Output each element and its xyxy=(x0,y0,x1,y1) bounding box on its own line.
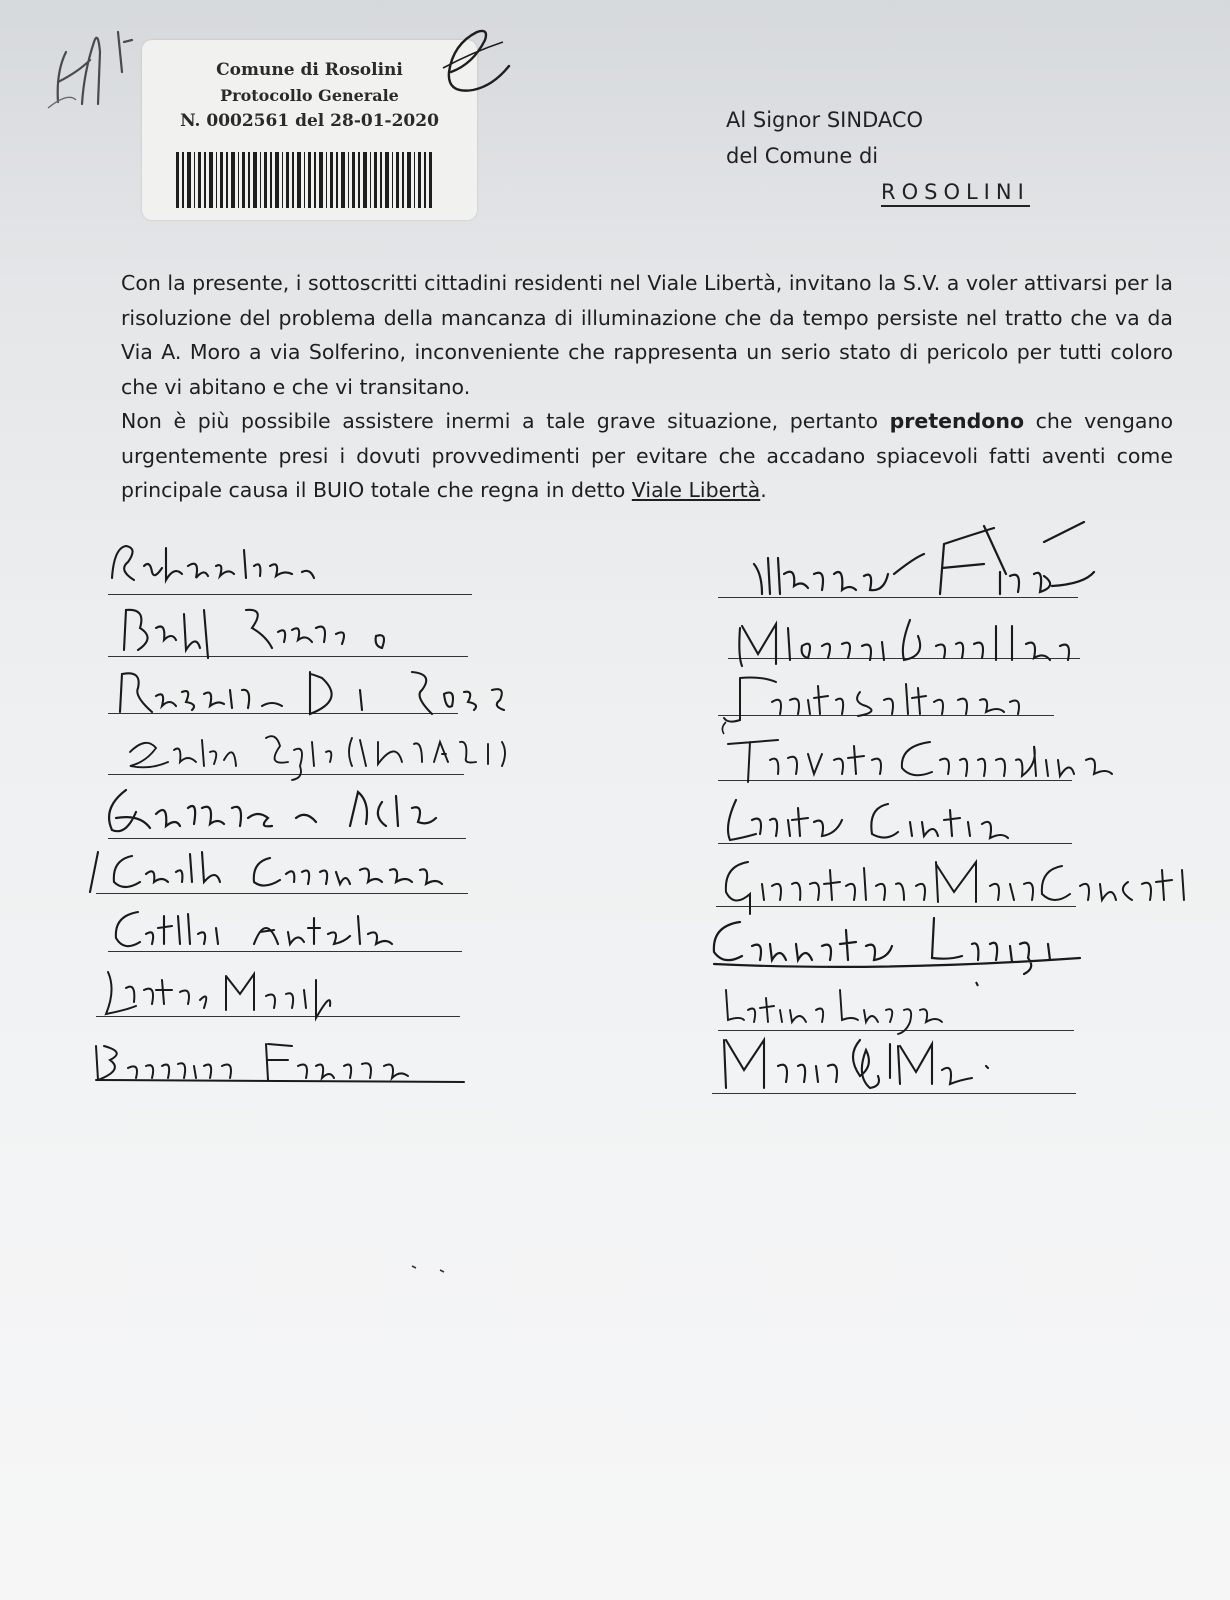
addressee-town: ROSOLINI xyxy=(881,179,1030,207)
signature xyxy=(700,906,1120,976)
stamp-register: Protocollo Generale xyxy=(220,86,399,105)
signature xyxy=(84,836,464,898)
signature xyxy=(744,514,1124,604)
signature xyxy=(96,960,356,1024)
signature xyxy=(104,538,344,598)
stamp-number: N. 0002561 del 28-01-2020 xyxy=(180,111,439,131)
signature xyxy=(116,598,416,664)
paragraph2-underlined-street: Viale Libertà xyxy=(631,478,761,502)
stamp-office: Comune di Rosolini xyxy=(216,60,403,80)
signature xyxy=(84,1030,484,1092)
addressee-line1: Al Signor SINDACO xyxy=(726,108,924,132)
signature xyxy=(104,898,464,958)
paragraph2-text-start: Non è più possibile assistere inermi a tale grave situazione, pertanto xyxy=(121,409,890,433)
signature xyxy=(718,724,1138,790)
paragraph2-text-end: . xyxy=(760,478,767,502)
signature xyxy=(710,1026,1010,1096)
signature xyxy=(116,722,516,784)
addressee-line2: del Comune di xyxy=(726,144,879,168)
paragraph2-text-middle: che vengano urgentemente presi i dovuti provvedimenti per evitare che accadano spiacevoli fatti aventi come principale causa il BUIO totale che regna in detto xyxy=(121,409,1173,502)
signature xyxy=(716,786,1056,850)
paper-speck xyxy=(410,1262,450,1276)
signature xyxy=(112,660,512,724)
letter-paragraph-1: Con la presente, i sottoscritti cittadini residenti nel Viale Libertà, invitano la S.V. a voler attivarsi per la risoluzione del problema della mancanza di illuminazione che da tempo persiste nel tratto che va da Via A. Moro a via Solferino, inconveniente che rappresenta un serio stato di pericolo per tutti coloro che vi abitano e che vi transitano. xyxy=(121,271,1173,399)
paragraph2-bold-word: pretendono xyxy=(889,409,1025,433)
